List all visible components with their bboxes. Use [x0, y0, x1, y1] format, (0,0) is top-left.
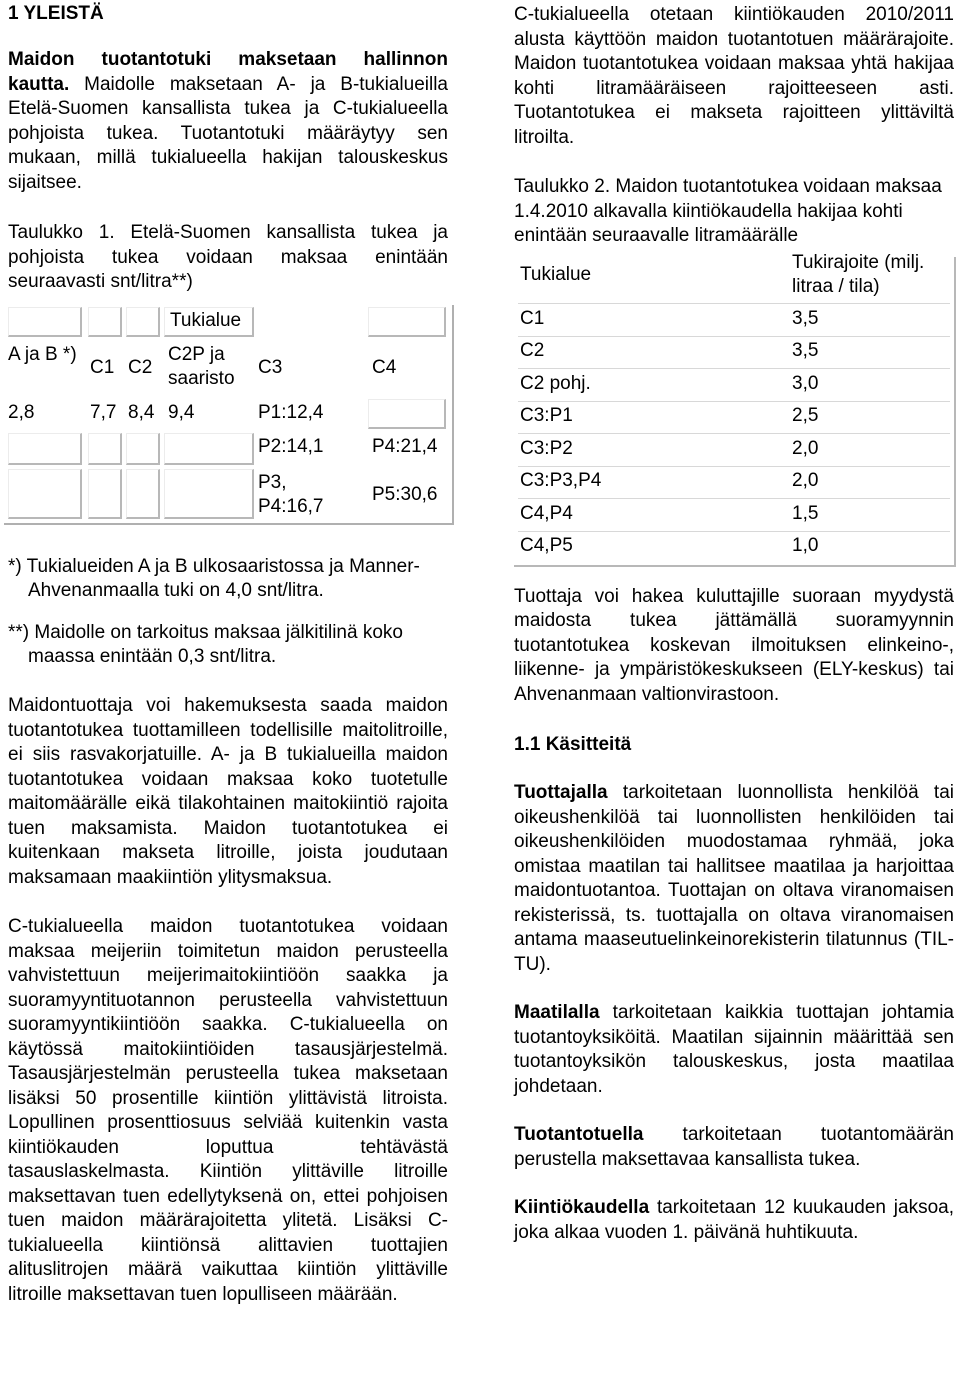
table1-header-c4: C4: [372, 357, 397, 378]
table1-header-c1: C1: [90, 357, 115, 378]
table-row: [520, 402, 950, 432]
left-column: [8, 0, 448, 295]
table2-limit-cell: 2,0: [792, 437, 819, 459]
table-row: [520, 500, 950, 530]
definition-text: tarkoitetaan tuotantomäärän perustella maksettavaa kansallista tukea.: [514, 1124, 954, 1170]
table2-limit-cell: 2,5: [792, 405, 819, 426]
paragraph-production-support: Maidontuottaja voi hakemuksesta saada maidon tuotantotukea tuottamilleen todellisille maitolitroille, ei siis rasvakorjatuille. A- ja B tukialueilla maidon tuotantotukea voidaan maksaa koko tuotetulle maitomäärälle eikä tilakohtainen maitokiintiö rajoita tuen maksamista. Maidon tuotantotukea ei kuitenkaan makseta litroille, joista joudutaan maksamaan maakiintiön ylitysmaksua.: [8, 695, 448, 888]
table2-limit-cell: 3,0: [792, 372, 819, 394]
definition-text: tarkoitetaan 12 kuukauden jaksoa, joka alkaa vuoden 1. päivänä huhtikuuta.: [514, 1197, 954, 1243]
intro-bold: Maidon tuotantotuki maksetaan hallinnon kautta.: [8, 49, 448, 95]
table-2: [514, 251, 956, 567]
table2-header-limit: Tukirajoite (milj. litraa / tila): [792, 251, 925, 297]
table2-area-cell: C3:P2: [520, 437, 573, 459]
table1-r1-c2: 8,4: [128, 402, 155, 423]
intro-paragraph: [8, 48, 448, 195]
definition-text: tarkoitetaan kaikkia tuottajan johtamia tuotantoyksiköitä. Maatilan sijainnin määrittää sen tuotantoyksikön talouskeskus, josta maatilaa johdetaan.: [514, 1002, 954, 1097]
table1-r3-c3: P3, P4:16,7: [258, 472, 324, 517]
table1-note-1: *) Tukialueiden A ja B ulkosaaristossa ja Manner-Ahvenanmaalla tuki on 4,0 snt/litra.: [8, 556, 420, 601]
paragraph-quantity-limit: C-tukialueella otetaan kiintiökauden 2010/2011 alusta käyttöön maidon tuotantotuen määrärajoite. Maidon tuotantotukea voidaan maksaa yhtä hakijaa kohti litramääräiseen rajoitteeseen asti. Tuotantotukea ei makseta rajoitteen ylittäviltä litroilta.: [514, 4, 954, 148]
table2-limit-cell: 3,5: [792, 340, 819, 361]
table2-divider: [518, 303, 950, 304]
table2-limit-cell: 1,0: [792, 535, 819, 556]
table-row: [520, 532, 950, 562]
table1-header-ab: A ja B *): [8, 344, 77, 365]
definition-term: Kiintiökaudella: [514, 1197, 650, 1218]
table1-frame: [4, 305, 454, 525]
table1-r1-c1: 7,7: [90, 402, 117, 423]
paragraph-direct-sale: Tuottaja voi hakea kuluttajille suoraan myydystä maidosta tukea jättämällä suoramyynnin tuotantotukea koskevan ilmoituksen elinkeino-, liikenne- ja ympäristökeskukseen (ELY-keskus) tai Ahvenanmaan valtionvirastoon.: [514, 585, 954, 705]
definition-term: Tuottajalla: [514, 782, 608, 803]
section-heading: 1 YLEISTÄ: [8, 3, 104, 24]
table2-header-area: Tukialue: [520, 263, 592, 285]
table1-header-tukialue: Tukialue: [170, 310, 242, 331]
table2-area-cell: C3:P1: [520, 405, 573, 426]
definition-quota-period: [514, 1196, 954, 1245]
table1-r3-c4: P5:30,6: [372, 484, 438, 505]
definition-term: Maatilalla: [514, 1002, 600, 1023]
table2-area-cell: C4,P4: [520, 502, 573, 524]
table2-area-cell: C2 pohj.: [520, 372, 591, 394]
definition-production-support: [514, 1123, 954, 1172]
table1-r2-c3: P2:14,1: [258, 436, 324, 457]
left-column-lower: [8, 555, 448, 1307]
table-row: [520, 467, 950, 497]
paragraph-c-area: C-tukialueella maidon tuotantotukea voidaan maksaa meijeriin toimitetun maidon perusteella vahvistettuun meijerimaitokiintiöön saakka ja suoramyyntituotannon perusteella vahvistettuun suoramyyntikiintiöön saakka. C-tukialueella on käytössä maitokiintiöiden tasausjärjestelmä. Tasausjärjestelmän perusteella tukea maksetaan lisäksi 50 prosentille kiintiön ylittävistä litroista. Lopullinen prosenttiosuus selviää kuitenkin vasta kiintiökauden loputtua tehtävästä tasauslaskelmasta. Kiintiön ylittäville litroille maksettavan tuen edellytyksenä on, ettei pohjoisen tuen maidon määrärajoitetta ylitetä. Lisäksi C-tukialueella kiintiönsä alittavien tuottajien alituslitrojen määrä vaikuttaa kiintiön ylittäville litroille maksettavan tuen lopulliseen määrään.: [8, 916, 448, 1305]
table-row: [520, 305, 950, 335]
definition-farm: [514, 1001, 954, 1099]
table2-caption: Taulukko 2. Maidon tuotantotukea voidaan maksaa 1.4.2010 alkavalla kiintiökaudella hakijaa kohti enintään seuraavalle litramäärälle: [514, 176, 942, 246]
table1-r2-c4: P4:21,4: [372, 436, 438, 457]
table1-note-2: **) Maidolle on tarkoitus maksaa jälkitilinä koko maassa enintään 0,3 snt/litra.: [8, 622, 403, 667]
table2-limit-cell: 3,5: [792, 307, 819, 329]
table2-area-cell: C3:P3,P4: [520, 470, 602, 491]
section-heading-concepts: 1.1 Käsitteitä: [514, 734, 632, 755]
table1-r1-ab: 2,8: [8, 402, 35, 423]
table1-header-c2: C2: [128, 357, 153, 378]
table2-area-cell: C1: [520, 307, 545, 329]
definition-text: tarkoitetaan luonnollista henkilöä tai oikeushenkilöä tai luonnollisten henkilöiden tai oikeushenkilöiden muodostamaa ryhmää, joka omistaa maatilan tai hallitsee maatilaa ja harjoittaa maidontuotantoa. Tuottajan on oltava viranomaisen rekisterissä, ts. tuottajalla on oltava viranomaisen antama maaseutuelinkeinorekisterin tilatunnus (TIL-TU).: [514, 782, 954, 975]
table2-area-cell: C2: [520, 340, 545, 361]
table-1: [4, 305, 450, 525]
intro-text: Maidolle maksetaan A- ja B-tukialueilla Etelä-Suomen kansallista tukea ja C-tukialueella pohjoista tukea. Tuotantotuki määräytyy sen mukaan, millä tukialueella hakijan talouskeskus sijaitsee.: [8, 73, 448, 193]
table2-limit-cell: 1,5: [792, 502, 819, 524]
table1-header-c3: C3: [258, 357, 283, 378]
table2-limit-cell: 2,0: [792, 470, 819, 491]
table-row: [520, 337, 950, 367]
definition-producer: [514, 781, 954, 977]
table2-area-cell: C4,P5: [520, 535, 573, 556]
table-row: [520, 370, 950, 400]
definition-term: Tuotantotuella: [514, 1124, 644, 1145]
table1-caption: Taulukko 1. Etelä-Suomen kansallista tukea ja pohjoista tukea voidaan maksaa enintään seuraavasti snt/litra**): [8, 222, 448, 292]
table-row: [520, 435, 950, 465]
table1-header-c2p: C2P ja saaristo: [168, 344, 235, 389]
table1-r1-c3: P1:12,4: [258, 402, 324, 423]
right-column: [514, 0, 954, 1245]
table1-r1-c2p: 9,4: [168, 402, 195, 423]
